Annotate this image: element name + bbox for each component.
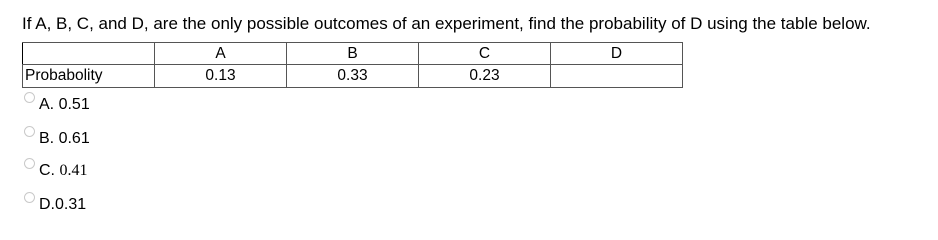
- option-c-value: 0.41: [59, 162, 88, 179]
- table-header-row: [23, 43, 683, 65]
- table-cell: 0.13: [155, 65, 287, 88]
- table-header-cell: C: [419, 43, 551, 65]
- option-d-letter: D.: [39, 196, 55, 213]
- option-b-value: 0.61: [58, 130, 90, 147]
- radio-button-c[interactable]: [24, 158, 35, 169]
- radio-button-d[interactable]: [24, 192, 35, 203]
- option-d-value: 0.31: [55, 196, 87, 213]
- table-cell: [551, 65, 683, 88]
- question-text: If A, B, C, and D, are the only possible outcomes of an experiment, find the probability of D using the table below.: [22, 14, 871, 33]
- probability-table: [22, 42, 683, 88]
- table-header-cell: A: [155, 43, 287, 65]
- table-header-cell: [23, 43, 155, 65]
- table-row-label: Probabolity: [23, 65, 155, 88]
- option-a-letter: A.: [39, 96, 55, 113]
- table-cell: 0.33: [287, 65, 419, 88]
- option-b-label: [39, 129, 90, 149]
- table-cell: 0.23: [419, 65, 551, 88]
- option-a[interactable]: [22, 90, 222, 120]
- option-a-value: 0.51: [58, 96, 90, 113]
- option-a-label: [39, 95, 90, 115]
- option-c-label: [39, 161, 87, 181]
- table-row: [23, 65, 683, 88]
- option-c[interactable]: [22, 156, 222, 186]
- option-d[interactable]: [22, 190, 222, 220]
- option-d-label: [39, 195, 86, 215]
- table-header-cell: D: [551, 43, 683, 65]
- radio-button-b[interactable]: [24, 126, 35, 137]
- option-c-letter: C.: [39, 162, 55, 179]
- table-header-cell: B: [287, 43, 419, 65]
- option-b[interactable]: [22, 124, 222, 154]
- radio-button-a[interactable]: [24, 92, 35, 103]
- option-b-letter: B.: [39, 130, 55, 147]
